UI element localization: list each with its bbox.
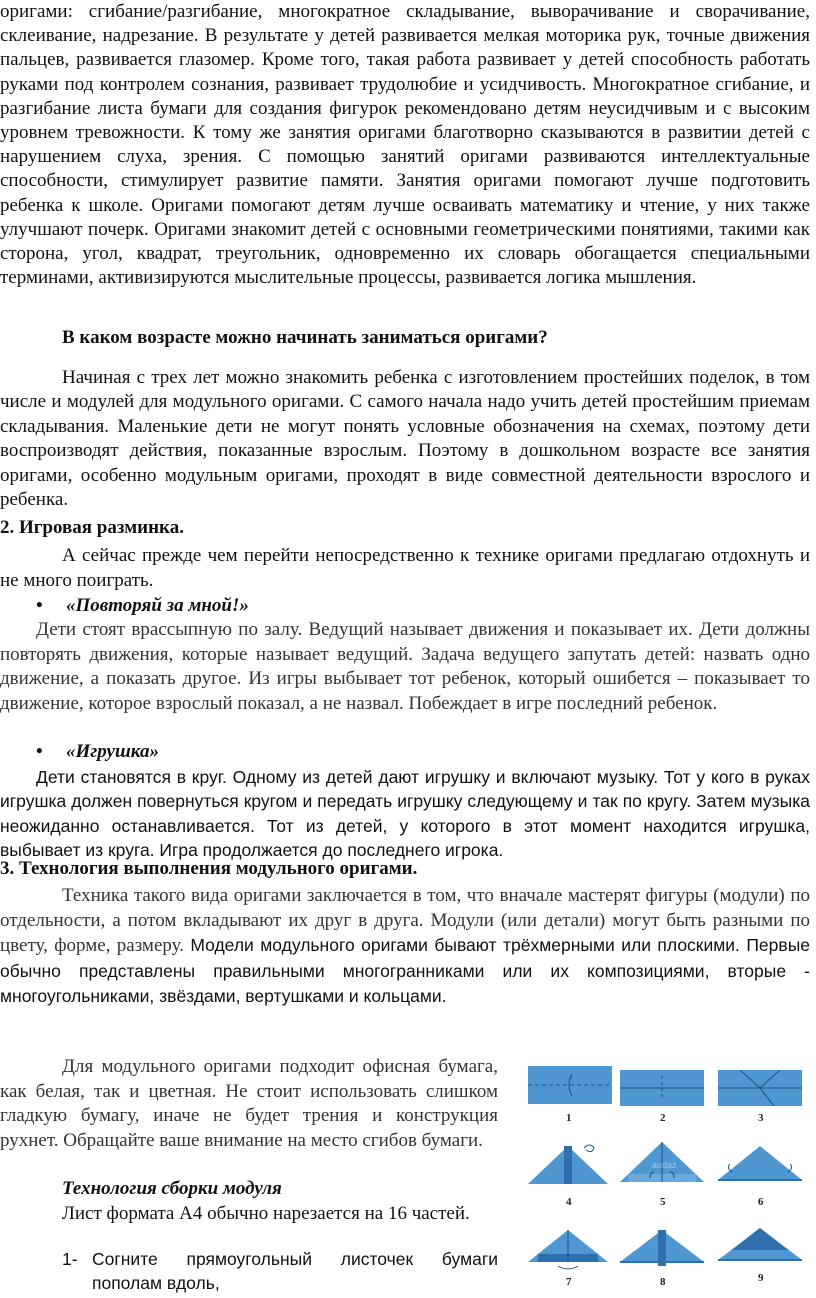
- section-3-heading: 3. Технология выполнения модульного оригами.: [0, 858, 418, 879]
- warmup-intro-paragraph: А сейчас прежде чем перейти непосредственно к технике оригами предлагаю отдохнуть и не много поиграть.: [0, 545, 810, 591]
- step-caption-4: 4: [566, 1196, 572, 1208]
- age-question-heading: В каком возрасте можно начинать заниматься оригами?: [62, 327, 548, 348]
- game-1-description: Дети стоят врассыпную по залу. Ведущий называет движения и показывает их. Дети должны повторять движения, которые называет ведущий. Задача ведущего запутать детей: назвать одно движение, а показать другое. Из игры выбывает тот ребенок, который ошибется – показывает то движение, которое взрослый показал, а не назвал. Побеждает в игре последний ребенок.: [0, 619, 810, 714]
- section-2-heading: 2. Игровая разминка.: [0, 517, 184, 538]
- game-2-title-text: «Игрушка»: [66, 741, 159, 762]
- modular-technique-paragraph: [0, 884, 810, 1010]
- step-caption-2: 2: [660, 1112, 666, 1124]
- game-1-title-text: «Повторяй за мной!»: [66, 595, 249, 616]
- fold-step-9-image: [718, 1222, 802, 1266]
- step-1-number: 1-: [62, 1249, 78, 1269]
- step-1-text: Согните прямоугольный листочек бумаги пополам вдоль,: [92, 1249, 498, 1293]
- age-answer-paragraph: Начиная с трех лет можно знакомить ребенка с изготовлением простейших поделок, в том числе и модулей для модульного оригами. С самого начала надо учить детей простейшим приемам складывания. Маленькие дети не могут понять условные обозначения на схемах, поэтому дети воспроизводят действия, показанные взрослым. Поэтому в дошкольном возрасте все занятия оригами, особенно модульным оригами, проходят в виде совместной деятельности взрослого и ребенка.: [0, 367, 810, 511]
- step-caption-9: 9: [758, 1272, 764, 1284]
- step-caption-1: 1: [566, 1112, 572, 1124]
- module-folding-diagram: [522, 1060, 816, 1298]
- step-caption-7: 7: [566, 1276, 572, 1288]
- assembly-subheading: Технология сборки модуля: [62, 1178, 282, 1199]
- fold-step-4-image: [528, 1140, 608, 1190]
- modular-technique-text-a: Техника такого вида оригами заключается в том, что вначале мастерят фигуры (модули) по отдельности, а потом вкладывают их друг в друга. Модули (или детали) могут быть разными по цвету, форме, размеру.: [0, 885, 810, 956]
- paper-choice-paragraph: Для модульного оригами подходит офисная бумага, как белая, так и цветная. Не стоит использовать слишком гладкую бумагу, иначе не будет трения и конструкция рухнет. Обращайте ваше внимание на место сгибов бумаги.: [0, 1056, 498, 1151]
- step-caption-5: 5: [660, 1196, 666, 1208]
- game-2-title: [36, 741, 159, 763]
- game-2-description: Дети становятся в круг. Одному из детей дают игрушку и включают музыку. Тот у кого в руках игрушка должен повернуться кругом и передать игрушку следующему и так по кругу. Затем музыка неожиданно останавливается. Тот из детей, у которого в этот момент находится игрушка, выбывает из круга. Игра продолжается до последнего игрока.: [0, 767, 810, 860]
- bullet-icon: •: [36, 595, 43, 616]
- fold-step-3-image: [718, 1070, 802, 1106]
- fold-step-1-image: [528, 1066, 612, 1104]
- game-1-title: [36, 595, 249, 617]
- fold-step-5-image: [620, 1138, 704, 1190]
- fold-step-6-image: [718, 1140, 802, 1188]
- step-caption-3: 3: [758, 1112, 764, 1124]
- intro-paragraph: оригами: сгибание/разгибание, многократное складывание, выворачивание и сворачивание, склеивание, надрезание. В результате у детей развивается мелкая моторика рук, точные движения пальцев, развивается глазомер. Кроме того, такая работа развивает у детей способность работать руками под контролем сознания, развивает трудолюбие и усидчивость. Многократное сгибание, и разгибание листа бумаги для создания фигурок рекомендовано детям неусидчивым и с высоким уровнем тревожности. К тому же занятия оригами благотворно сказываются в развитии детей с нарушением слуха, зрения. С помощью занятий оригами развиваются интеллектуальные способности, стимулирует развитие памяти. Занятия оригами помогают лучше подготовить ребенка к школе. Оригами помогают детям лучше осваивать математику и чтение, у них также улучшают почерк. Оригами знакомит детей с основными геометрическими понятиями, такими как сторона, угол, квадрат, треугольник, одновременно их словарь обогащается специальными терминами, активизируются мыслительные процессы, развивается логика мышления.: [0, 1, 810, 289]
- watermark-text: audaz: [652, 1160, 677, 1170]
- sheet-cut-paragraph: Лист формата А4 обычно нарезается на 16 частей.: [62, 1203, 470, 1224]
- step-caption-6: 6: [758, 1196, 764, 1208]
- step-caption-8: 8: [660, 1276, 666, 1288]
- bullet-icon: •: [36, 741, 43, 762]
- fold-step-2-image: [620, 1070, 704, 1106]
- fold-step-7-image: [528, 1226, 608, 1270]
- modular-technique-text-b: Модели модульного оригами бывают трёхмерными или плоскими. Первые обычно представлены правильными многогранниками или их композициями, вторые - многоугольниками, звёздами, вертушками и кольцами.: [0, 935, 810, 1006]
- step-1: [62, 1247, 498, 1295]
- fold-step-8-image: [620, 1226, 704, 1270]
